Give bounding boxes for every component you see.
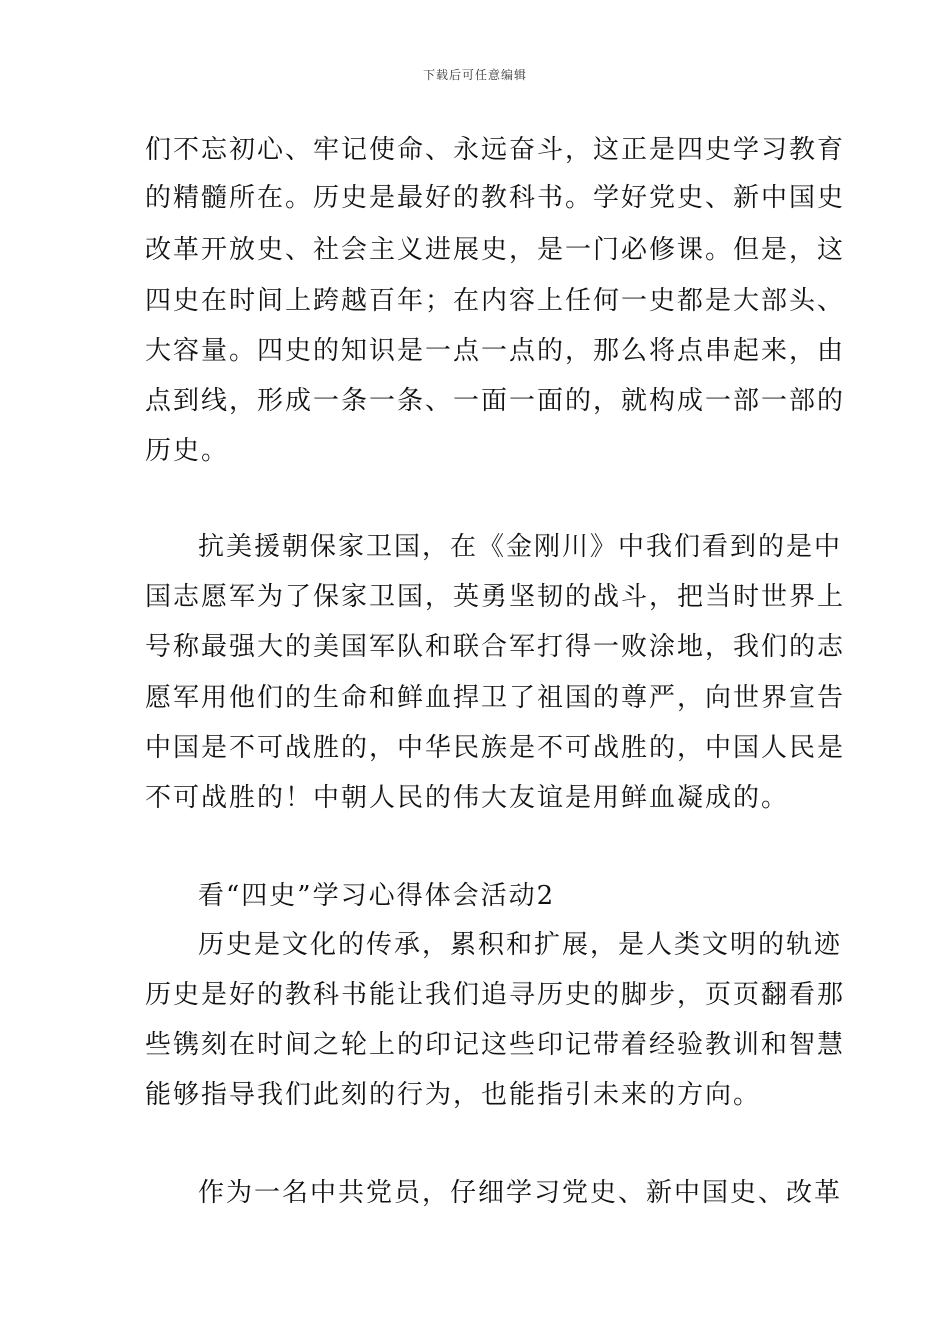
paragraph-line: 点到线，形成一条一条、一面一面的，就构成一部一部的 — [145, 386, 846, 416]
download-note: 下载后可任意编辑 — [422, 68, 527, 82]
paragraph-line: 抗美援朝保家卫国，在《金刚川》中我们看到的是中 — [198, 532, 843, 562]
paragraph-line: 改革开放史、社会主义进展史，是一门必修课。但是，这 — [145, 235, 846, 265]
paragraph-line: 中国是不可战胜的，中华民族是不可战胜的，中国人民是 — [145, 733, 846, 763]
paragraph-line: 号称最强大的美国军队和联合军打得一败涂地，我们的志 — [145, 632, 846, 662]
paragraph-line: 作为一名中共党员，仔细学习党史、新中国史、改革 — [198, 1178, 843, 1208]
paragraph-line: 能够指导我们此刻的行为，也能指引未来的方向。 — [145, 1080, 762, 1110]
paragraph-line: 历史是文化的传承，累积和扩展，是人类文明的轨迹 — [198, 930, 843, 960]
paragraph-line: 大容量。四史的知识是一点一点的，那么将点串起来，由 — [145, 336, 846, 366]
section-heading: 看“四史”学习心得体会活动2 — [198, 881, 556, 911]
paragraph-line: 历史是好的教科书能让我们追寻历史的脚步，页页翻看那 — [145, 980, 846, 1010]
paragraph-line: 们不忘初心、牢记使命、永远奋斗，这正是四史学习教育 — [145, 135, 846, 165]
paragraph-line: 的精髓所在。历史是最好的教科书。学好党史、新中国史 — [145, 183, 846, 213]
paragraph-line: 四史在时间上跨越百年；在内容上任何一史都是大部头、 — [145, 286, 846, 316]
paragraph-line: 愿军用他们的生命和鲜血捍卫了祖国的尊严，向世界宣告 — [145, 683, 846, 713]
paragraph-line: 些镌刻在时间之轮上的印记这些印记带着经验教训和智慧 — [145, 1030, 846, 1060]
paragraph-line: 历史。 — [145, 436, 230, 466]
paragraph-line: 不可战胜的！中朝人民的伟大友谊是用鲜血凝成的。 — [145, 783, 790, 813]
paragraph-line: 国志愿军为了保家卫国，英勇坚韧的战斗，把当时世界上 — [145, 582, 846, 612]
